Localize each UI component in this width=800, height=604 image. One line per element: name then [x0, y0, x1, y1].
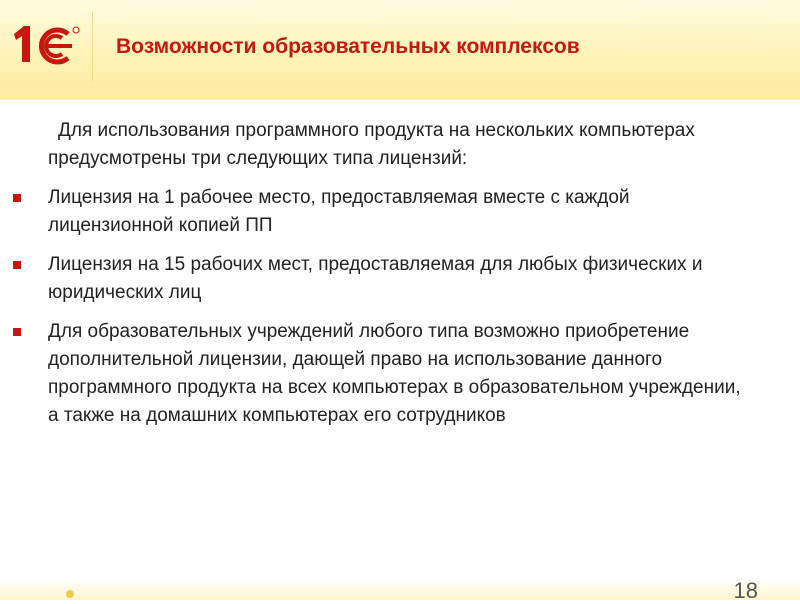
bullet-item: [48, 318, 748, 430]
page-number: 18: [733, 578, 758, 603]
header-divider: [92, 12, 93, 82]
bullet-item: [48, 184, 748, 240]
bullet-square-icon: [13, 328, 21, 336]
bullet-text: Лицензия на 1 рабочее место, предоставляемая вместе с каждой лицензионной копией ПП: [48, 187, 630, 236]
slide-title: Возможности образовательных комплексов: [116, 35, 580, 58]
bullet-square-icon: [13, 194, 21, 202]
intro-paragraph: Для использования программного продукта на нескольких компьютерах предусмотрены три следующих типа лицензий:: [48, 120, 695, 169]
1c-logo-icon: [10, 22, 82, 68]
footer-dot-icon: [66, 590, 74, 598]
slide-header: [0, 0, 800, 100]
bullet-item: [48, 251, 748, 307]
footer-band: [0, 578, 800, 600]
bullet-text: Лицензия на 15 рабочих мест, предоставляемая для любых физических и юридических лиц: [48, 254, 703, 303]
bullet-text: Для образовательных учреждений любого типа возможно приобретение дополнительной лицензии, дающей право на использование данного программного продукта на всех компьютерах в образовательном учреждении, а также на домашних компьютерах его сотрудников: [48, 321, 741, 426]
bullet-square-icon: [13, 261, 21, 269]
slide-content: [48, 117, 748, 441]
